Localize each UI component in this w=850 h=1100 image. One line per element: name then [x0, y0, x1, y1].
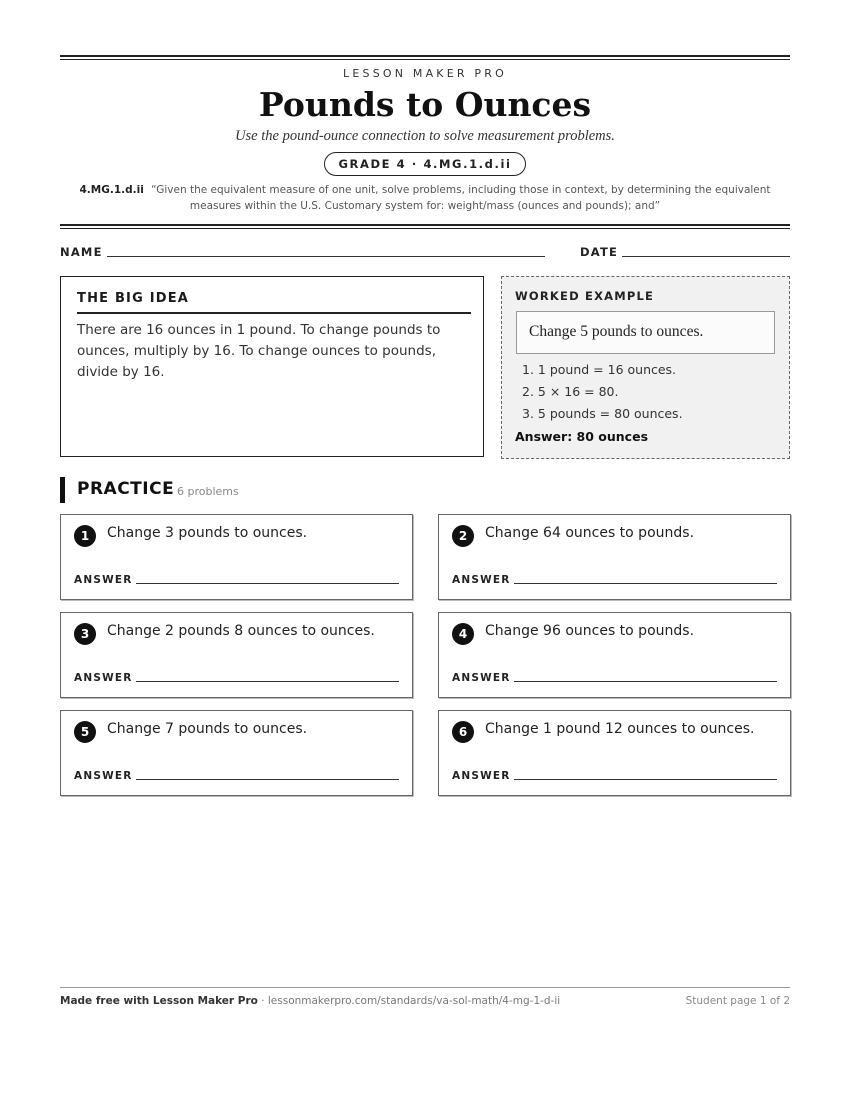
top-rule: [60, 55, 790, 57]
footer-page-number: Student page 1 of 2: [685, 995, 790, 1007]
answer-label: ANSWER: [74, 574, 133, 586]
worked-example-box: [501, 276, 790, 459]
worked-step: 1. 1 pound = 16 ounces.: [522, 362, 677, 377]
problem-card-1: [60, 514, 413, 600]
big-idea-box: [60, 276, 484, 457]
page-subtitle: Use the pound-ounce connection to solve measurement problems.: [235, 128, 615, 144]
big-idea-text: There are 16 ounces in 1 pound. To change pounds to ounces, multiply by 16. To change ounces to pounds, divide by 16.: [77, 322, 441, 380]
standard-description: [68, 182, 782, 214]
answer-label: ANSWER: [74, 770, 133, 782]
footer-made-with: Made free with Lesson Maker Pro: [60, 995, 258, 1007]
answer-line[interactable]: [136, 681, 399, 682]
footer-rule: [60, 987, 790, 988]
answer-label: ANSWER: [452, 770, 511, 782]
answer-line[interactable]: [514, 779, 777, 780]
problem-number-badge: 2: [452, 525, 474, 547]
problem-text: Change 7 pounds to ounces.: [107, 721, 308, 737]
problem-text: Change 96 ounces to pounds.: [485, 623, 695, 639]
problem-text: Change 64 ounces to pounds.: [485, 525, 695, 541]
name-field[interactable]: [107, 256, 545, 257]
worked-example-answer: Answer: 80 ounces: [515, 429, 649, 444]
grade-badge: GRADE 4 · 4.MG.1.d.ii: [324, 152, 525, 176]
problem-card-5: [60, 710, 413, 796]
problem-number-badge: 1: [74, 525, 96, 547]
problem-text: Change 3 pounds to ounces.: [107, 525, 308, 541]
standard-code: 4.MG.1.d.ii: [79, 184, 144, 196]
worked-step: 2. 5 × 16 = 80.: [522, 384, 619, 399]
problem-number-badge: 4: [452, 623, 474, 645]
problem-card-4: [438, 612, 791, 698]
grade-badge-wrap: [60, 152, 790, 176]
standard-text: “Given the equivalent measure of one unit, solve problems, including those in context, by determining the equivalent measures within the U.S. Customary system for: weight/mass (ounces and pounds); and”: [151, 184, 771, 212]
answer-label: ANSWER: [74, 672, 133, 684]
big-idea-title: THE BIG IDEA: [77, 291, 471, 314]
practice-count: 6 problems: [177, 485, 239, 498]
problem-number-badge: 5: [74, 721, 96, 743]
answer-line[interactable]: [136, 779, 399, 780]
date-label: DATE: [580, 245, 619, 259]
problem-card-6: [438, 710, 791, 796]
answer-line[interactable]: [514, 681, 777, 682]
header-bottom-rule: [60, 224, 790, 226]
worked-example-question: Change 5 pounds to ounces.: [516, 311, 775, 354]
practice-accent-bar: [60, 477, 65, 503]
worked-example-steps: [522, 359, 683, 425]
practice-title: PRACTICE: [77, 479, 175, 499]
footer-url[interactable]: · lessonmakerpro.com/standards/va-sol-math/4-mg-1-d-ii: [257, 995, 561, 1007]
worked-example-title: WORKED EXAMPLE: [515, 289, 655, 303]
answer-line[interactable]: [514, 583, 777, 584]
brand-name: LESSON MAKER PRO: [343, 67, 507, 80]
answer-line[interactable]: [136, 583, 399, 584]
name-label: NAME: [60, 245, 103, 259]
top-rule-thin: [60, 59, 790, 60]
problem-text: Change 1 pound 12 ounces to ounces.: [485, 721, 755, 737]
footer-credit: [60, 995, 560, 1007]
header-bottom-rule-thin: [60, 228, 790, 229]
problem-card-2: [438, 514, 791, 600]
problem-text: Change 2 pounds 8 ounces to ounces.: [107, 623, 375, 639]
worked-step: 3. 5 pounds = 80 ounces.: [522, 406, 683, 421]
answer-label: ANSWER: [452, 574, 511, 586]
answer-label: ANSWER: [452, 672, 511, 684]
problem-number-badge: 6: [452, 721, 474, 743]
page-title: Pounds to Ounces: [258, 85, 592, 124]
problem-number-badge: 3: [74, 623, 96, 645]
problem-card-3: [60, 612, 413, 698]
date-field[interactable]: [622, 256, 790, 257]
